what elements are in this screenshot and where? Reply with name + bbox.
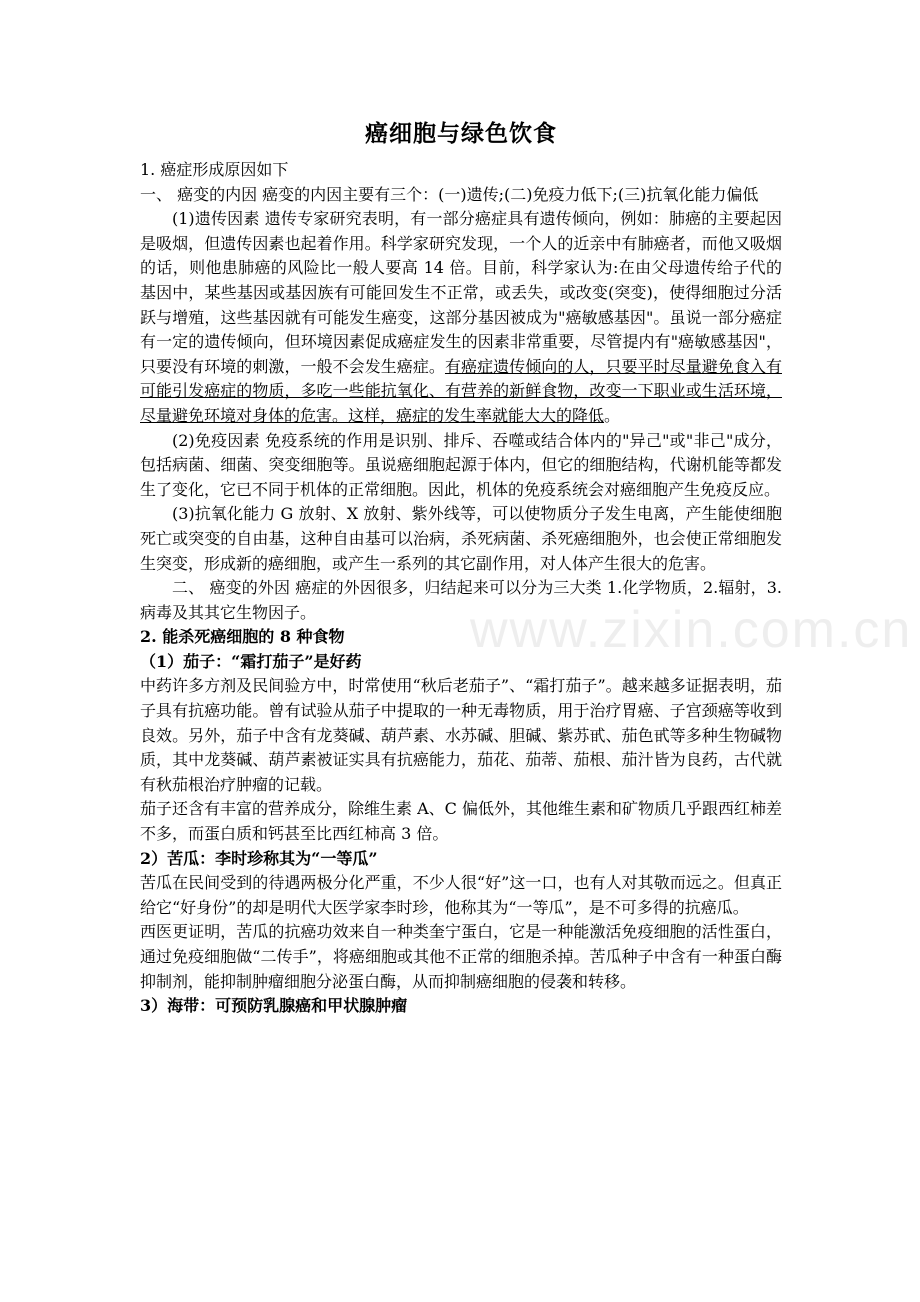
watermark: www.zixin.com.cn	[470, 601, 913, 659]
section-heading-foods: 2. 能杀死癌细胞的 8 种食物	[140, 627, 345, 647]
genetic-factor-underlined: 有癌症遗传倾向的人，只要平时尽量避免食入有可能引发癌症的物质，多吃一些能抗氧化、有营养的新鲜食物，改变一下职业或生活环境，尽量避免环境对身体的危害。这样，癌症的发生率就能大大的降低	[140, 356, 782, 425]
paragraph-eggplant-1: 中药许多方剂及民间验方中，时常使用“秋后老茄子”、“霜打茄子”。越来越多证据表明，茄子具有抗癌功能。曾有试验从茄子中提取的一种无毒物质，用于治疗胃癌、子宫颈癌等收到良效。另外，茄子中含有龙葵碱、葫芦素、水苏碱、胆碱、紫苏甙、茄色甙等多种生物碱物质，其中龙葵碱、葫芦素被证实具有抗癌能力，茄花、茄蒂、茄根、茄汁皆为良药，古代就有秋茄根治疗肿瘤的记载。	[140, 676, 782, 794]
heading-eggplant: （1）茄子：“霜打茄子”是好药	[140, 651, 362, 671]
heading-bitter-melon: 2）苦瓜：李时珍称其为“一等瓜”	[140, 848, 378, 868]
paragraph-external-causes: 二、 癌变的外因 癌症的外因很多，归结起来可以分为三大类 1.化学物质，2.辐射，3.病毒及其其它生物因子。	[140, 578, 782, 622]
document-title: 癌细胞与绿色饮食	[365, 121, 557, 147]
section-heading-causes: 1. 癌症形成原因如下	[140, 160, 289, 179]
period: 。	[604, 405, 621, 425]
paragraph-eggplant-2: 茄子还含有丰富的营养成分，除维生素 A、C 偏低外，其他维生素和矿物质几乎跟西红柿差不多，而蛋白质和钙甚至比西红柿高 3 倍。	[140, 799, 782, 844]
document-page	[140, 118, 782, 1019]
paragraph-bitter-melon-1: 苦瓜在民间受到的待遇两极分化严重，不少人很“好”这一口，也有人对其敬而远之。但真正给它“好身份”的却是明代大医学家李时珍，他称其为“一等瓜”，是不可多得的抗癌瓜。	[140, 873, 782, 917]
paragraph-antioxidant: (3)抗氧化能力 G 放射、X 放射、紫外线等，可以使物质分子发生电离，产生能使细胞死亡或突变的自由基，这种自由基可以治病，杀死病菌、杀死癌细胞外，也会使正常细胞发生突变，形成新的癌细胞，或产生一系列的其它副作用，对人体产生很大的危害。	[140, 504, 782, 573]
paragraph-immune-factor: (2)免疫因素 免疫系统的作用是识别、排斥、吞噬或结合体内的"异己"或"非己"成分，包括病菌、细菌、突变细胞等。虽说癌细胞起源于体内，但它的细胞结构，代谢机能等都发生了变化，它已不同于机体的正常细胞。因此，机体的免疫系统会对癌细胞产生免疫反应。	[140, 430, 782, 499]
heading-seaweed: 3）海带：可预防乳腺癌和甲状腺肿瘤	[140, 996, 408, 1016]
paragraph-genetic-factor	[140, 207, 782, 428]
paragraph-bitter-melon-2: 西医更证明，苦瓜的抗癌功效来自一种类奎宁蛋白，它是一种能激活免疫细胞的活性蛋白，通过免疫细胞做“二传手”，将癌细胞或其他不正常的细胞杀掉。苦瓜种子中含有一种蛋白酶抑制剂，能抑制肿瘤细胞分泌蛋白酶，从而抑制癌细胞的侵袭和转移。	[140, 922, 782, 991]
genetic-factor-text: (1)遗传因素 遗传专家研究表明，有一部分癌症具有遗传倾向，例如：肺癌的主要起因是吸烟，但遗传因素也起着作用。科学家研究发现，一个人的近亲中有肺癌者，而他又吸烟的话，则他患肺癌的风险比一般人要高 14 倍。目前，科学家认为:在由父母遗传给子代的基因中，某些基因或基因族有可能回发生不正常，或丢失，或改变(突变)，使得细胞过分活跃与增殖，这些基因就有可能发生癌变，这部分基因被成为"癌敏感基因"。虽说一部分癌症有一定的遗传倾向，但环境因素促成癌症发生的因素非常重要，尽管提内有"癌敏感基因"，只要没有环境的刺激，一般不会发生癌症。	[140, 209, 782, 376]
internal-causes-intro: 一、 癌变的内因 癌变的内因主要有三个：(一)遗传;(二)免疫力低下;(三)抗氧化能力偏低	[140, 184, 759, 204]
